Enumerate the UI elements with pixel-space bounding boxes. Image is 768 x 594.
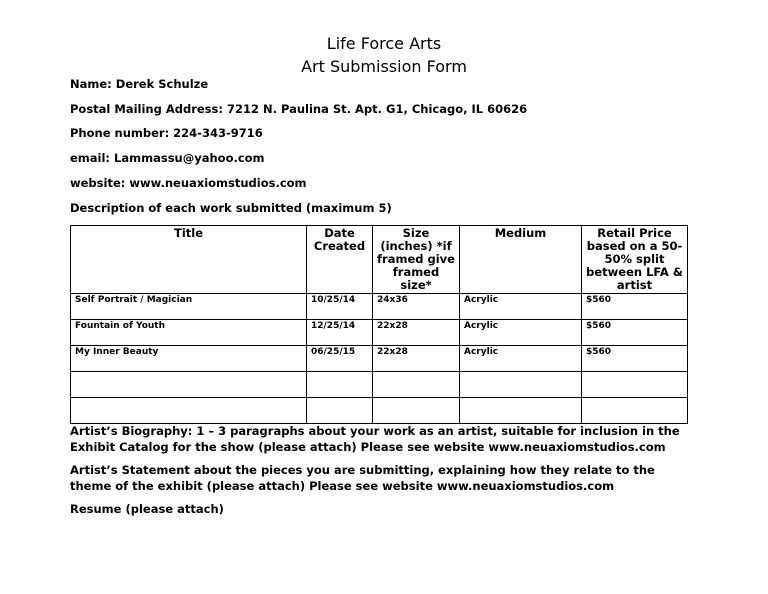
table-row xyxy=(71,398,688,424)
form-title: Art Submission Form xyxy=(301,57,467,76)
cell-medium: Acrylic xyxy=(460,346,582,372)
cell-date: 10/25/14 xyxy=(307,294,373,320)
cell-price: $560 xyxy=(582,346,688,372)
cell-date xyxy=(307,398,373,424)
website-field: website: www.neuaxiomstudios.com xyxy=(70,176,307,190)
table-row xyxy=(71,372,688,398)
cell-medium: Acrylic xyxy=(460,320,582,346)
phone-field: Phone number: 224-343-9716 xyxy=(70,126,263,140)
org-name: Life Force Arts xyxy=(326,34,442,53)
cell-date: 12/25/14 xyxy=(307,320,373,346)
cell-title xyxy=(71,372,307,398)
header-date: Date Created xyxy=(307,226,373,294)
table-row xyxy=(71,320,688,346)
description-label: Description of each work submitted (maximum 5) xyxy=(70,201,392,215)
cell-size xyxy=(373,372,460,398)
address-field: Postal Mailing Address: 7212 N. Paulina St. Apt. G1, Chicago, IL 60626 xyxy=(70,102,528,116)
cell-price: $560 xyxy=(582,320,688,346)
cell-medium xyxy=(460,372,582,398)
statement-text: Artist’s Statement about the pieces you are submitting, explaining how they relate to the theme of the exhibit (please attach) Please see website www.neuaxiomstudios.com xyxy=(70,463,655,493)
cell-date xyxy=(307,372,373,398)
cell-price xyxy=(582,398,688,424)
cell-title: Fountain of Youth xyxy=(71,320,307,346)
cell-price xyxy=(582,372,688,398)
cell-date: 06/25/15 xyxy=(307,346,373,372)
header-title: Title xyxy=(71,226,307,294)
header-medium: Medium xyxy=(460,226,582,294)
cell-size: 22x28 xyxy=(373,346,460,372)
table-header-row xyxy=(71,226,688,294)
name-field: Name: Derek Schulze xyxy=(70,77,209,91)
cell-medium xyxy=(460,398,582,424)
works-table xyxy=(70,225,688,424)
email-field: email: Lammassu@yahoo.com xyxy=(70,151,265,165)
cell-medium: Acrylic xyxy=(460,294,582,320)
header-price: Retail Price based on a 50-50% split between LFA & artist xyxy=(582,226,688,294)
resume-text: Resume (please attach) xyxy=(70,502,224,516)
table-row xyxy=(71,294,688,320)
table-row xyxy=(71,346,688,372)
cell-size xyxy=(373,398,460,424)
cell-size: 24x36 xyxy=(373,294,460,320)
cell-title: My Inner Beauty xyxy=(71,346,307,372)
header-size: Size (inches) *if framed give framed size* xyxy=(373,226,460,294)
cell-size: 22x28 xyxy=(373,320,460,346)
cell-title xyxy=(71,398,307,424)
biography-text: Artist’s Biography: 1 – 3 paragraphs about your work as an artist, suitable for inclusion in the Exhibit Catalog for the show (please attach) Please see website www.neuaxiomstudios.com xyxy=(70,424,680,454)
cell-price: $560 xyxy=(582,294,688,320)
cell-title: Self Portrait / Magician xyxy=(71,294,307,320)
